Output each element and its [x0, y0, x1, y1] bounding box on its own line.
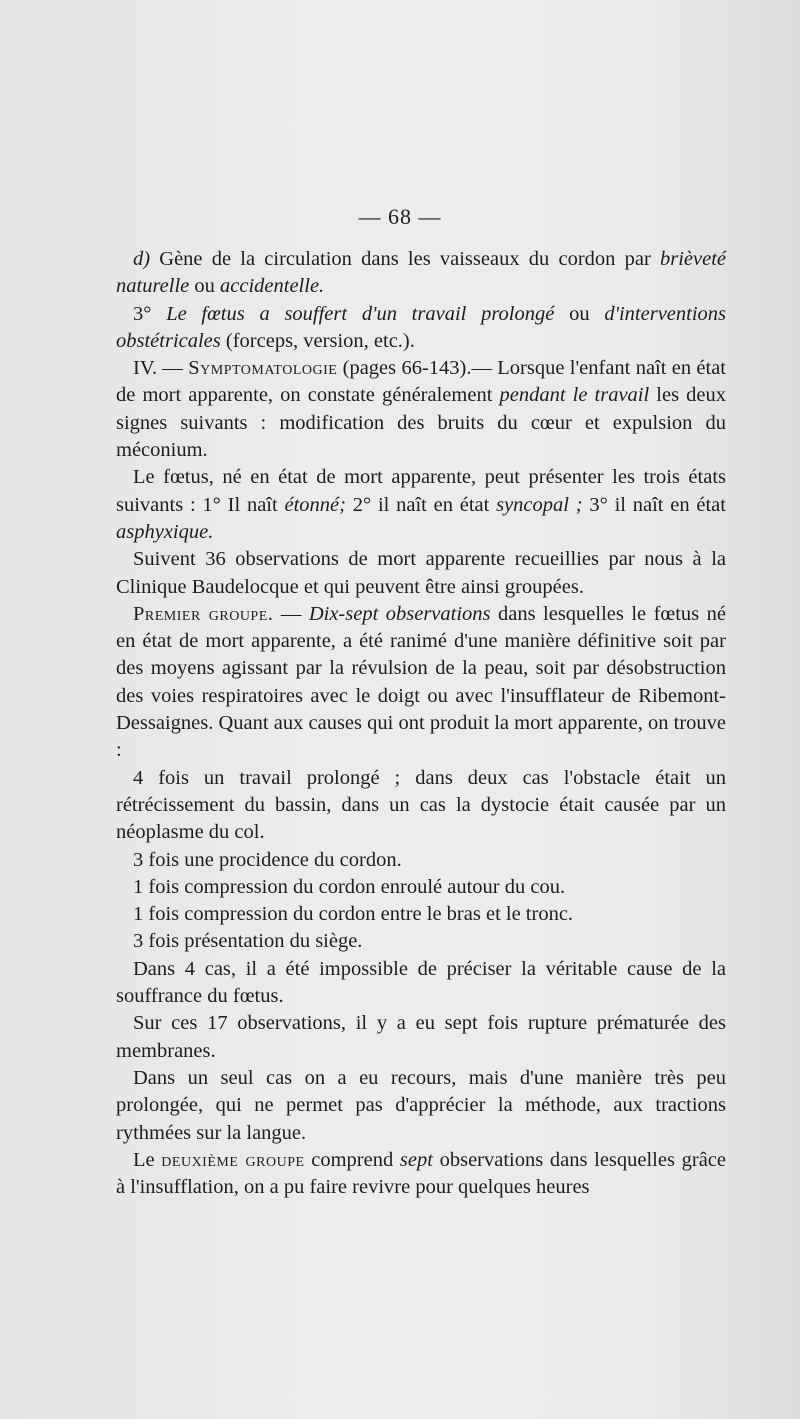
paragraph: Premier groupe. — Dix-sept observations dans lesquelles le fœtus né en état de mort apparente, a été ranimé d'une manière définitive soit par des moyens agissant par la révulsion de la peau, soit par désobstruction des voies respiratoires avec le doigt ou avec l'insufflateur de Ribemont-Dessaignes. Quant aux causes qui ont produit la mort apparente, on trouve :	[116, 602, 726, 762]
paragraph: Le fœtus, né en état de mort apparente, peut présenter les trois états suivants : 1° Il naît étonné; 2° il naît en état syncopal ; 3° il naît en état asphyxique.	[116, 466, 726, 543]
body-text	[116, 246, 726, 1201]
paragraph: Suivent 36 observations de mort apparente recueillies par nous à la Clinique Baudelocque et qui peuvent être ainsi groupées.	[116, 548, 726, 598]
paragraph: Dans un seul cas on a eu recours, mais d'une manière très peu prolongée, qui ne permet pas d'apprécier la méthode, aux tractions rythmées sur la langue.	[116, 1066, 726, 1144]
paragraph: 3 fois présentation du siège.	[133, 930, 363, 953]
paragraph: 1 fois compression du cordon enroulé autour du cou.	[133, 875, 566, 898]
paragraph: 3° Le fœtus a souffert d'un travail prolongé ou d'interventions obstétricales (forceps, version, etc.).	[116, 302, 727, 352]
paragraph: Sur ces 17 observations, il y a eu sept fois rupture prématurée des membranes.	[116, 1012, 726, 1062]
paragraph: Le deuxième groupe comprend sept observations dans lesquelles grâce à l'insufflation, on a pu faire revivre pour quelques heures	[116, 1148, 726, 1199]
paragraph: IV. — Symptomatologie (pages 66-143).— Lorsque l'enfant naît en état de mort apparente, on constate généralement pendant le travail les deux signes suivants : modification des bruits du cœur et expulsion du méconium.	[116, 357, 726, 462]
paragraph: Dans 4 cas, il a été impossible de préciser la véritable cause de la souffrance du fœtus.	[116, 957, 726, 1008]
paragraph: d) Gène de la circulation dans les vaisseaux du cordon par brièveté naturelle ou accidentelle.	[116, 248, 726, 298]
paragraph: 3 fois une procidence du cordon.	[133, 848, 402, 871]
page-number: — 68 —	[358, 204, 442, 229]
paragraph: 4 fois un travail prolongé ; dans deux cas l'obstacle était un rétrécissement du bassin, dans un cas la dystocie était causée par un néoplasme du col.	[116, 766, 726, 844]
paragraph: 1 fois compression du cordon entre le bras et le tronc.	[133, 903, 574, 926]
